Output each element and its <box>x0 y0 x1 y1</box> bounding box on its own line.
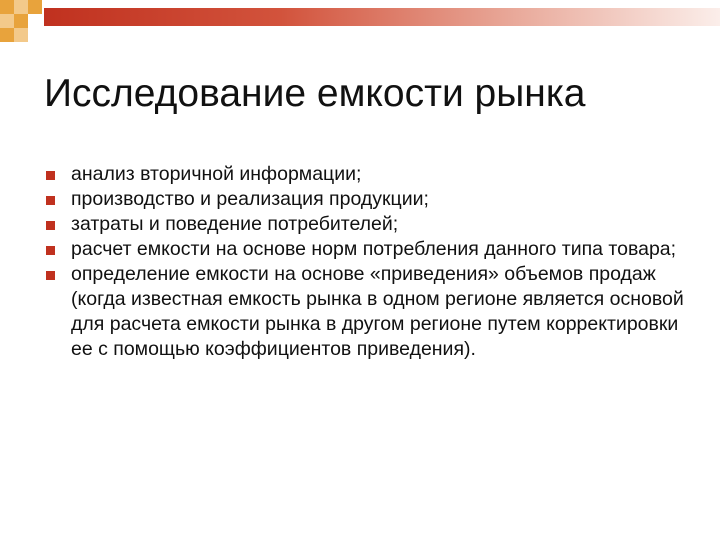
decor-square <box>14 0 28 14</box>
decor-square <box>28 14 42 28</box>
square-bullet-icon <box>46 271 55 280</box>
bullet-text: затраты и поведение потребителей; <box>71 213 399 235</box>
decor-square <box>14 28 28 42</box>
decor-square <box>0 14 14 28</box>
decor-square <box>14 14 28 28</box>
bullet-item <box>44 187 704 212</box>
bullet-list <box>44 162 704 362</box>
bullet-text: анализ вторичной информации; <box>71 163 362 185</box>
square-bullet-icon <box>46 196 55 205</box>
decor-square <box>28 0 42 14</box>
bullet-item <box>44 212 704 237</box>
bullet-text: производство и реализация продукции; <box>71 188 429 210</box>
bullet-text: определение емкости на основе «приведения» объемов продаж (когда известная емкость рынка в одном регионе является основой для расчета емкости рынка в другом регионе путем корректировки ее с помощью коэффициентов приведения). <box>71 263 684 360</box>
bullet-item <box>44 237 704 262</box>
square-bullet-icon <box>46 221 55 230</box>
header-gradient-bar <box>44 8 720 26</box>
square-bullet-icon <box>46 246 55 255</box>
slide-title: Исследование емкости рынка <box>44 72 586 115</box>
decor-square <box>0 28 14 42</box>
bullet-item <box>44 262 704 362</box>
decor-square <box>0 0 14 14</box>
square-bullet-icon <box>46 171 55 180</box>
bullet-text: расчет емкости на основе норм потребления данного типа товара; <box>71 238 677 260</box>
bullet-item <box>44 162 704 187</box>
